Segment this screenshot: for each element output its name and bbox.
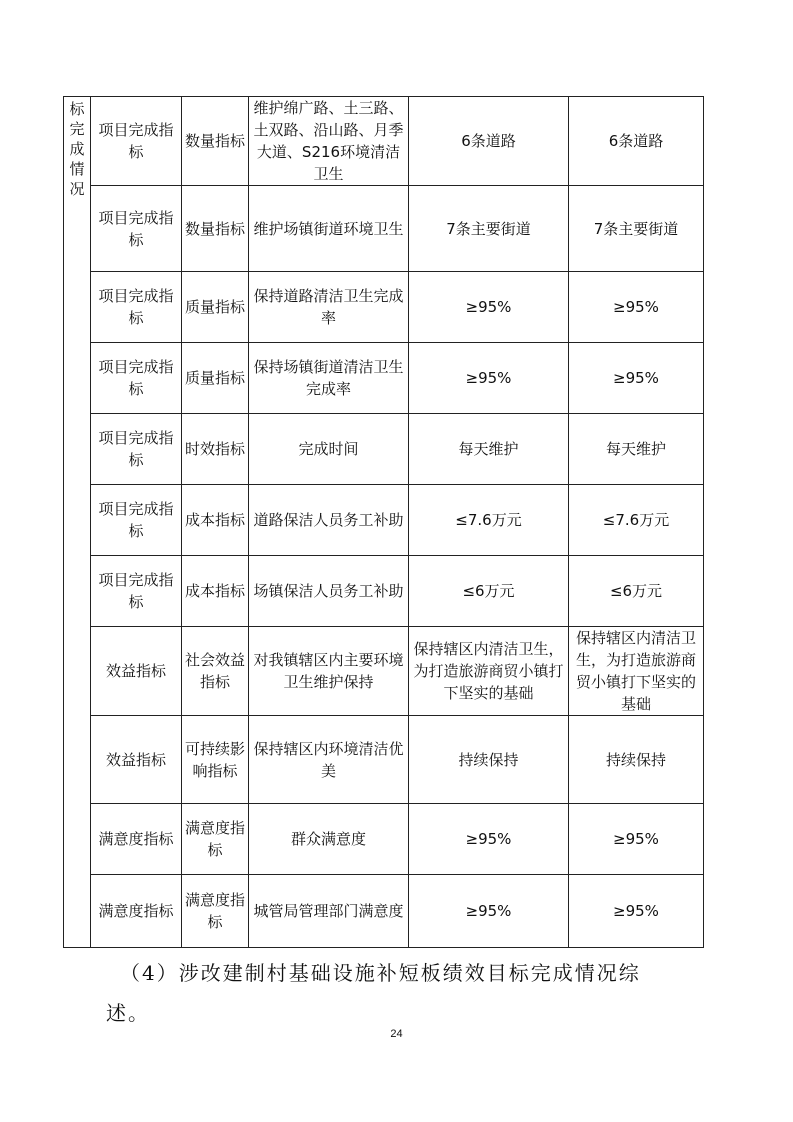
category-cell: 项目完成指标 (91, 485, 182, 556)
category-cell: 满意度指标 (91, 804, 182, 875)
category-cell: 项目完成指标 (91, 186, 182, 272)
indicator-content-cell: 道路保洁人员务工补助 (249, 485, 409, 556)
sub-indicator-cell: 成本指标 (182, 485, 249, 556)
sub-indicator-cell: 质量指标 (182, 343, 249, 414)
category-cell: 项目完成指标 (91, 556, 182, 627)
indicator-content-cell: 场镇保洁人员务工补助 (249, 556, 409, 627)
table-row (64, 804, 704, 875)
actual-cell: 每天维护 (569, 414, 704, 485)
sub-indicator-cell: 质量指标 (182, 272, 249, 343)
category-cell: 项目完成指标 (91, 343, 182, 414)
actual-cell: 7条主要街道 (569, 186, 704, 272)
performance-table (63, 96, 704, 948)
indicator-content-cell: 保持道路清洁卫生完成率 (249, 272, 409, 343)
indicator-content-cell: 保持辖区内环境清洁优美 (249, 716, 409, 804)
indicator-content-cell: 维护绵广路、土三路、土双路、沿山路、月季大道、S216环境清洁卫生 (249, 97, 409, 186)
category-cell: 项目完成指标 (91, 272, 182, 343)
target-cell: ≥95% (409, 875, 569, 948)
target-cell: ≤7.6万元 (409, 485, 569, 556)
indicator-content-cell: 完成时间 (249, 414, 409, 485)
side-label: 标完成情况 (69, 100, 85, 198)
indicator-content-cell: 保持场镇街道清洁卫生完成率 (249, 343, 409, 414)
category-cell: 效益指标 (91, 627, 182, 716)
actual-cell: ≤7.6万元 (569, 485, 704, 556)
category-cell: 满意度指标 (91, 875, 182, 948)
table-row (64, 186, 704, 272)
sub-indicator-cell: 数量指标 (182, 97, 249, 186)
target-cell: 持续保持 (409, 716, 569, 804)
table-row (64, 97, 704, 186)
target-cell: 7条主要街道 (409, 186, 569, 272)
table-row (64, 414, 704, 485)
table-row (64, 485, 704, 556)
table-row (64, 716, 704, 804)
actual-cell: ≥95% (569, 343, 704, 414)
table-row (64, 343, 704, 414)
actual-cell: ≤6万元 (569, 556, 704, 627)
side-label-cell (64, 97, 91, 948)
indicator-content-cell: 城管局管理部门满意度 (249, 875, 409, 948)
category-cell: 项目完成指标 (91, 414, 182, 485)
actual-cell: ≥95% (569, 272, 704, 343)
indicator-content-cell: 对我镇辖区内主要环境卫生维护保持 (249, 627, 409, 716)
page-number: 24 (390, 1028, 403, 1040)
actual-cell: ≥95% (569, 875, 704, 948)
section-heading-paragraph: （4）涉改建制村基础设施补短板绩效目标完成情况综 (120, 961, 641, 985)
target-cell: 每天维护 (409, 414, 569, 485)
sub-indicator-cell: 满意度指标 (182, 804, 249, 875)
target-cell: 6条道路 (409, 97, 569, 186)
sub-indicator-cell: 可持续影响指标 (182, 716, 249, 804)
target-cell: ≥95% (409, 804, 569, 875)
target-cell: 保持辖区内清洁卫生，为打造旅游商贸小镇打下坚实的基础 (409, 627, 569, 716)
table-row (64, 272, 704, 343)
sub-indicator-cell: 社会效益指标 (182, 627, 249, 716)
table-row (64, 556, 704, 627)
category-cell: 项目完成指标 (91, 97, 182, 186)
sub-indicator-cell: 成本指标 (182, 556, 249, 627)
table-row (64, 875, 704, 948)
target-cell: ≥95% (409, 272, 569, 343)
sub-indicator-cell: 数量指标 (182, 186, 249, 272)
target-cell: ≥95% (409, 343, 569, 414)
category-cell: 效益指标 (91, 716, 182, 804)
actual-cell: 保持辖区内清洁卫生，为打造旅游商贸小镇打下坚实的基础 (569, 627, 704, 716)
indicator-content-cell: 群众满意度 (249, 804, 409, 875)
sub-indicator-cell: 满意度指标 (182, 875, 249, 948)
sub-indicator-cell: 时效指标 (182, 414, 249, 485)
target-cell: ≤6万元 (409, 556, 569, 627)
section-heading-continuation: 述。 (106, 1001, 150, 1025)
indicator-content-cell: 维护场镇街道环境卫生 (249, 186, 409, 272)
table-row (64, 627, 704, 716)
actual-cell: 6条道路 (569, 97, 704, 186)
actual-cell: ≥95% (569, 804, 704, 875)
actual-cell: 持续保持 (569, 716, 704, 804)
